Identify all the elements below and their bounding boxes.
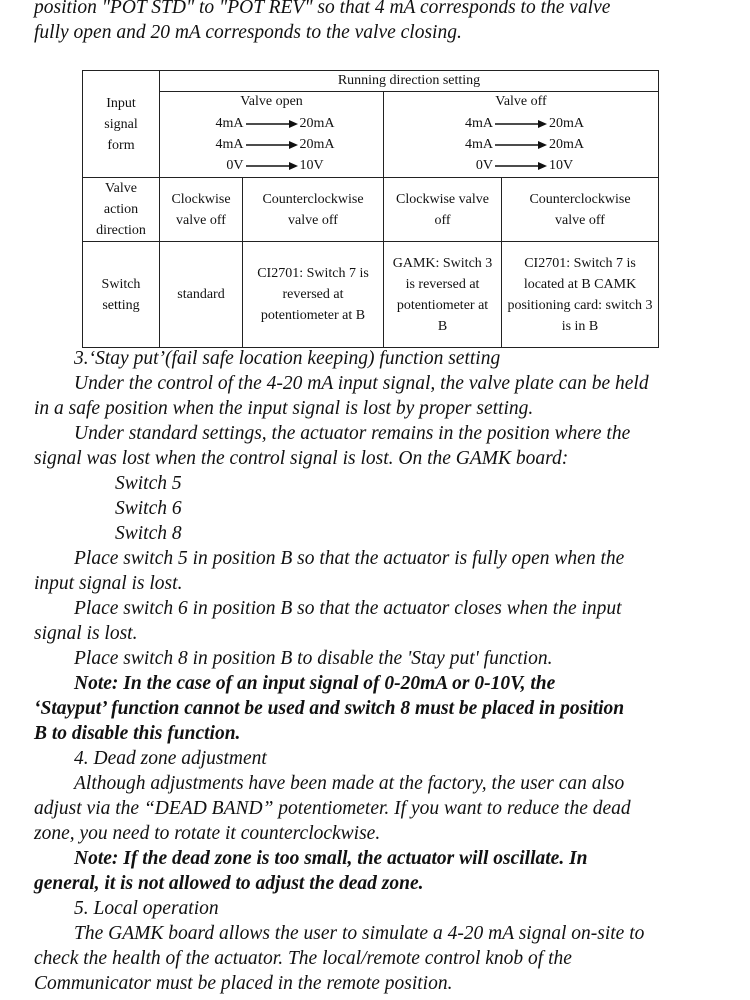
note-line: B to disable this function. — [34, 723, 241, 744]
action-cell: Counterclockwise valve off — [502, 178, 659, 242]
right-arrow-icon — [495, 161, 547, 171]
signal-row: 4mA 20mA — [215, 115, 335, 131]
signal-row: 4mA 20mA — [465, 136, 584, 152]
valve-off-header: Valve off — [495, 94, 547, 109]
switch-cell: standard — [160, 242, 243, 348]
paragraph-line: in a safe position when the input signal is lost by proper setting. — [34, 398, 534, 419]
running-direction-table — [82, 70, 659, 348]
note-line: ‘Stayput’ function cannot be used and switch 8 must be placed in position — [34, 698, 625, 719]
right-arrow-icon — [495, 119, 547, 129]
action-cell: Clockwise valve off — [384, 178, 502, 242]
paragraph-line: Communicator must be placed in the remote position. — [34, 973, 453, 994]
section-heading: 5. Local operation — [74, 898, 219, 919]
paragraph-line: Place switch 8 in position B to disable the 'Stay put' function. — [74, 648, 553, 669]
section-heading: 3.‘Stay put’(fail safe location keeping) function setting — [74, 348, 501, 369]
right-arrow-icon — [495, 140, 547, 150]
paragraph-line: zone, you need to rotate it counterclockwise. — [34, 823, 381, 844]
switch-cell: CI2701: Switch 7 is reversed at potentiometer at B — [243, 242, 384, 348]
intro-line: fully open and 20 mA corresponds to the valve closing. — [34, 22, 462, 43]
switch-cell: GAMK: Switch 3 is reversed at potentiometer at B — [384, 242, 502, 348]
action-cell: Counterclockwise valve off — [243, 178, 384, 242]
right-arrow-icon — [246, 161, 298, 171]
paragraph-line: signal is lost. — [34, 623, 138, 644]
action-cell: Clockwise valve off — [160, 178, 243, 242]
section-heading: 4. Dead zone adjustment — [74, 748, 267, 769]
paragraph-line: Place switch 6 in position B so that the actuator closes when the input — [74, 598, 622, 619]
row-label-input-signal: Input signal form — [83, 71, 160, 178]
paragraph-line: Under the control of the 4-20 mA input signal, the valve plate can be held — [74, 373, 649, 394]
paragraph-line: Under standard settings, the actuator remains in the position where the — [74, 423, 631, 444]
switch-cell: CI2701: Switch 7 is located at B CAMK positioning card: switch 3 is in B — [502, 242, 659, 348]
switch-list-item: Switch 6 — [115, 498, 182, 519]
valve-open-header: Valve open — [240, 94, 303, 109]
paragraph-line: input signal is lost. — [34, 573, 183, 594]
signal-row: 4mA 20mA — [215, 136, 335, 152]
switch-list-item: Switch 5 — [115, 473, 182, 494]
signal-row: 4mA 20mA — [465, 115, 584, 131]
right-arrow-icon — [246, 140, 298, 150]
paragraph-line: Although adjustments have been made at the factory, the user can also — [74, 773, 625, 794]
right-arrow-icon — [246, 119, 298, 129]
paragraph-line: adjust via the “DEAD BAND” potentiometer. If you want to reduce the dead — [34, 798, 631, 819]
intro-line: position "POT STD" to "POT REV" so that 4 mA corresponds to the valve — [34, 0, 611, 18]
note-line: Note: If the dead zone is too small, the actuator will oscillate. In — [74, 848, 588, 869]
signal-row: 0V 10V — [475, 157, 574, 173]
row-label-valve-action: Valve action direction — [83, 178, 160, 242]
valve-open-signal-cell — [160, 92, 384, 178]
paragraph-line: Place switch 5 in position B so that the actuator is fully open when the — [74, 548, 625, 569]
note-line: general, it is not allowed to adjust the dead zone. — [34, 873, 424, 894]
paragraph-line: The GAMK board allows the user to simulate a 4-20 mA signal on-site to — [74, 923, 645, 944]
note-line: Note: In the case of an input signal of 0-20mA or 0-10V, the — [74, 673, 556, 694]
signal-row: 0V 10V — [226, 157, 324, 173]
paragraph-line: check the health of the actuator. The local/remote control knob of the — [34, 948, 572, 969]
table-main-header: Running direction setting — [160, 71, 659, 92]
row-label-switch-setting: Switch setting — [83, 242, 160, 348]
switch-list-item: Switch 8 — [115, 523, 182, 544]
paragraph-line: signal was lost when the control signal is lost. On the GAMK board: — [34, 448, 569, 469]
valve-off-signal-cell — [384, 92, 659, 178]
